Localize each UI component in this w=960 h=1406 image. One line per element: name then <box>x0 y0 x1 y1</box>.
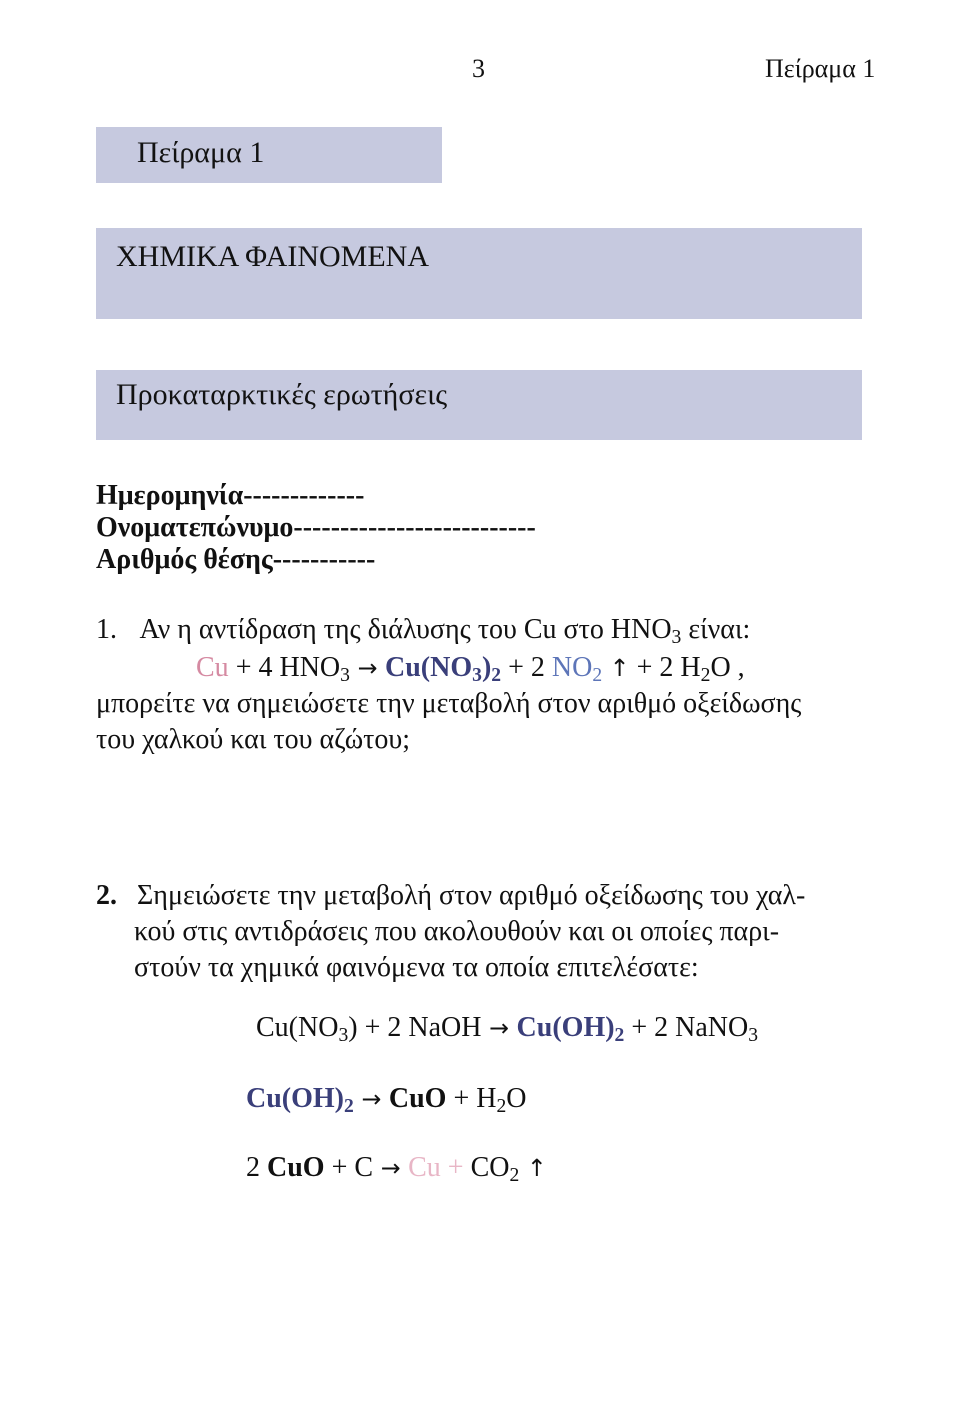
reaction-2: $Cu(OH)_2$ → CuO + $H_2O$ <box>246 1083 527 1117</box>
page-number: 3 <box>472 54 485 83</box>
question-1-number: 1. <box>96 614 117 645</box>
seat-label: Αριθμός θέσης <box>96 544 273 575</box>
date-label: Ημερομηνία <box>96 480 244 511</box>
date-blank: ------------- <box>243 480 365 511</box>
running-title: Πείραμα 1 <box>765 54 876 83</box>
question-2-number: 2. <box>96 880 117 911</box>
question-1-line-3: μπορείτε να σημειώσετε την μεταβολή στον αριθμό οξείδωσης <box>96 688 802 719</box>
experiment-title: Πείραμα 1 <box>137 136 265 169</box>
question-2-line-1: 2. Σημειώσετε την μεταβολή στον αριθμό οξείδωσης του χαλ- <box>96 880 806 911</box>
date-field <box>96 480 364 512</box>
reaction-1: $Cu(NO_3) + 2$ NaOH → $Cu(OH)_2 + 2$ NaNO$_3$ <box>256 1012 759 1046</box>
topic-title: ΧΗΜΙΚΑ ΦΑΙΝΟΜΕΝΑ <box>116 240 429 273</box>
question-1-line-4: του χαλκού και του αζώτου; <box>96 724 411 755</box>
question-1-intro: 1. Αν η αντίδραση της διάλυσης του Cu στο $HNO_3$ είναι: <box>96 614 751 648</box>
question-2-line-3: στούν τα χημικά φαινόμενα τα οποία επιτελέσατε: <box>134 952 699 983</box>
name-label: Ονοματεπώνυμο <box>96 512 294 543</box>
question-1-equation: Cu + 4 $HNO_3 \to Cu(NO_3)_2 + 2$ $NO_2$ ↑ + 2 $H_2O$ , <box>196 652 745 686</box>
section-title: Προκαταρκτικές ερωτήσεις <box>116 378 448 411</box>
seat-blank: ----------- <box>272 544 376 575</box>
name-blank: -------------------------- <box>293 512 536 543</box>
name-field <box>96 512 536 544</box>
question-2-line-2: κού στις αντιδράσεις που ακολουθούν και οι οποίες παρι- <box>134 916 780 947</box>
reaction-3: 2 CuO + $C \to Cu + CO_2$ ↑ <box>246 1152 547 1186</box>
seat-field <box>96 544 375 576</box>
